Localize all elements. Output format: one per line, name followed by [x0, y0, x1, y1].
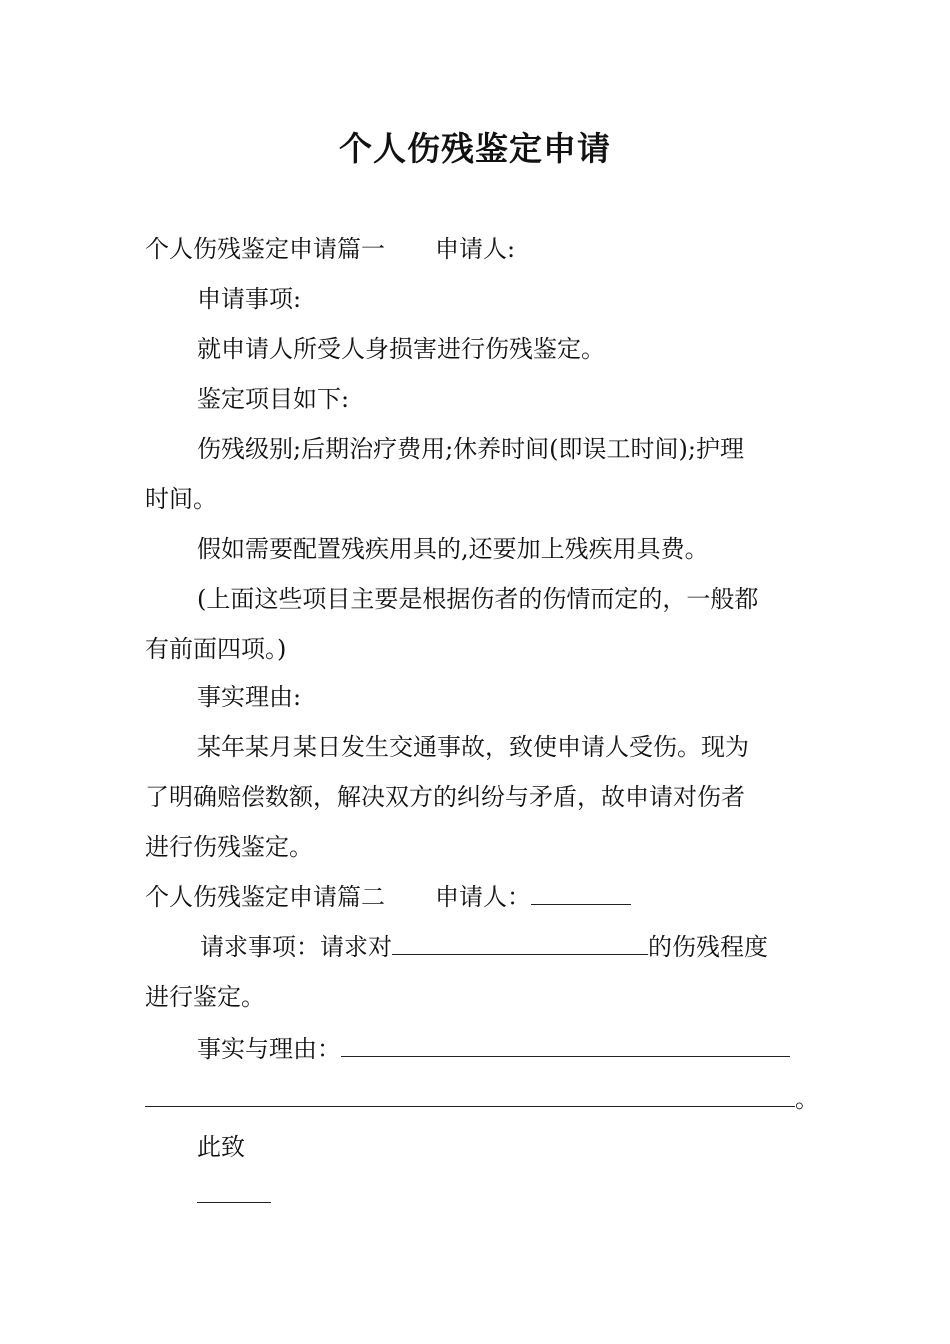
- part1-projects-line2: 时间。: [145, 485, 217, 513]
- part1-note-line2: 有前面四项。): [145, 635, 287, 663]
- part1-extra: 假如需要配置残疾用具的,还要加上残疾用具费。: [197, 535, 709, 563]
- part2-request-prefix: 请求事项：请求对: [200, 933, 392, 961]
- part2-request-suffix: 的伤残程度: [648, 933, 768, 961]
- part1-reason-line2: 了明确赔偿数额，解决双方的纠纷与矛盾，故申请对伤者: [145, 783, 745, 811]
- part2-request-line2: 进行鉴定。: [145, 983, 265, 1011]
- recipient-line: [197, 1178, 810, 1212]
- part1-reason-heading: 事实理由:: [197, 683, 302, 711]
- part1-applicant-label: 申请人:: [435, 235, 516, 263]
- applicant-blank: [531, 880, 631, 905]
- document-title: 个人伤残鉴定申请: [339, 129, 611, 168]
- part1-project-heading: 鉴定项目如下:: [197, 385, 350, 413]
- reason-blank-2: [145, 1082, 795, 1107]
- part1-items-text: 就申请人所受人身损害进行伤残鉴定。: [197, 335, 605, 363]
- reason-blank-1: [341, 1032, 790, 1057]
- part2-heading: 个人伤残鉴定申请篇二: [145, 883, 385, 911]
- part2-reason-end: 。: [795, 1085, 819, 1113]
- part1-note-line1: (上面这些项目主要是根据伤者的伤情而定的，一般都: [197, 585, 759, 613]
- part1-reason-line1: 某年某月某日发生交通事故，致使申请人受伤。现为: [197, 733, 749, 761]
- recipient-blank: [197, 1178, 271, 1203]
- part2-closing: 此致: [197, 1133, 245, 1161]
- part2-reason-line: [197, 1032, 810, 1066]
- part1-projects-line1: 伤残级别;后期治疗费用;休养时间(即误工时间);护理: [197, 435, 744, 463]
- part1-heading: 个人伤残鉴定申请篇一: [145, 235, 385, 263]
- part2-reason-line2: [145, 1082, 819, 1116]
- part2-reason-label: 事实与理由：: [197, 1035, 341, 1063]
- part1-reason-line3: 进行伤残鉴定。: [145, 833, 313, 861]
- part1-heading-line: [145, 232, 810, 266]
- part2-request-line: [200, 930, 813, 964]
- part2-applicant-label: 申请人：: [435, 883, 531, 911]
- part2-heading-line: [145, 880, 810, 914]
- part1-items-heading: 申请事项:: [197, 285, 302, 313]
- request-target-blank: [392, 930, 648, 955]
